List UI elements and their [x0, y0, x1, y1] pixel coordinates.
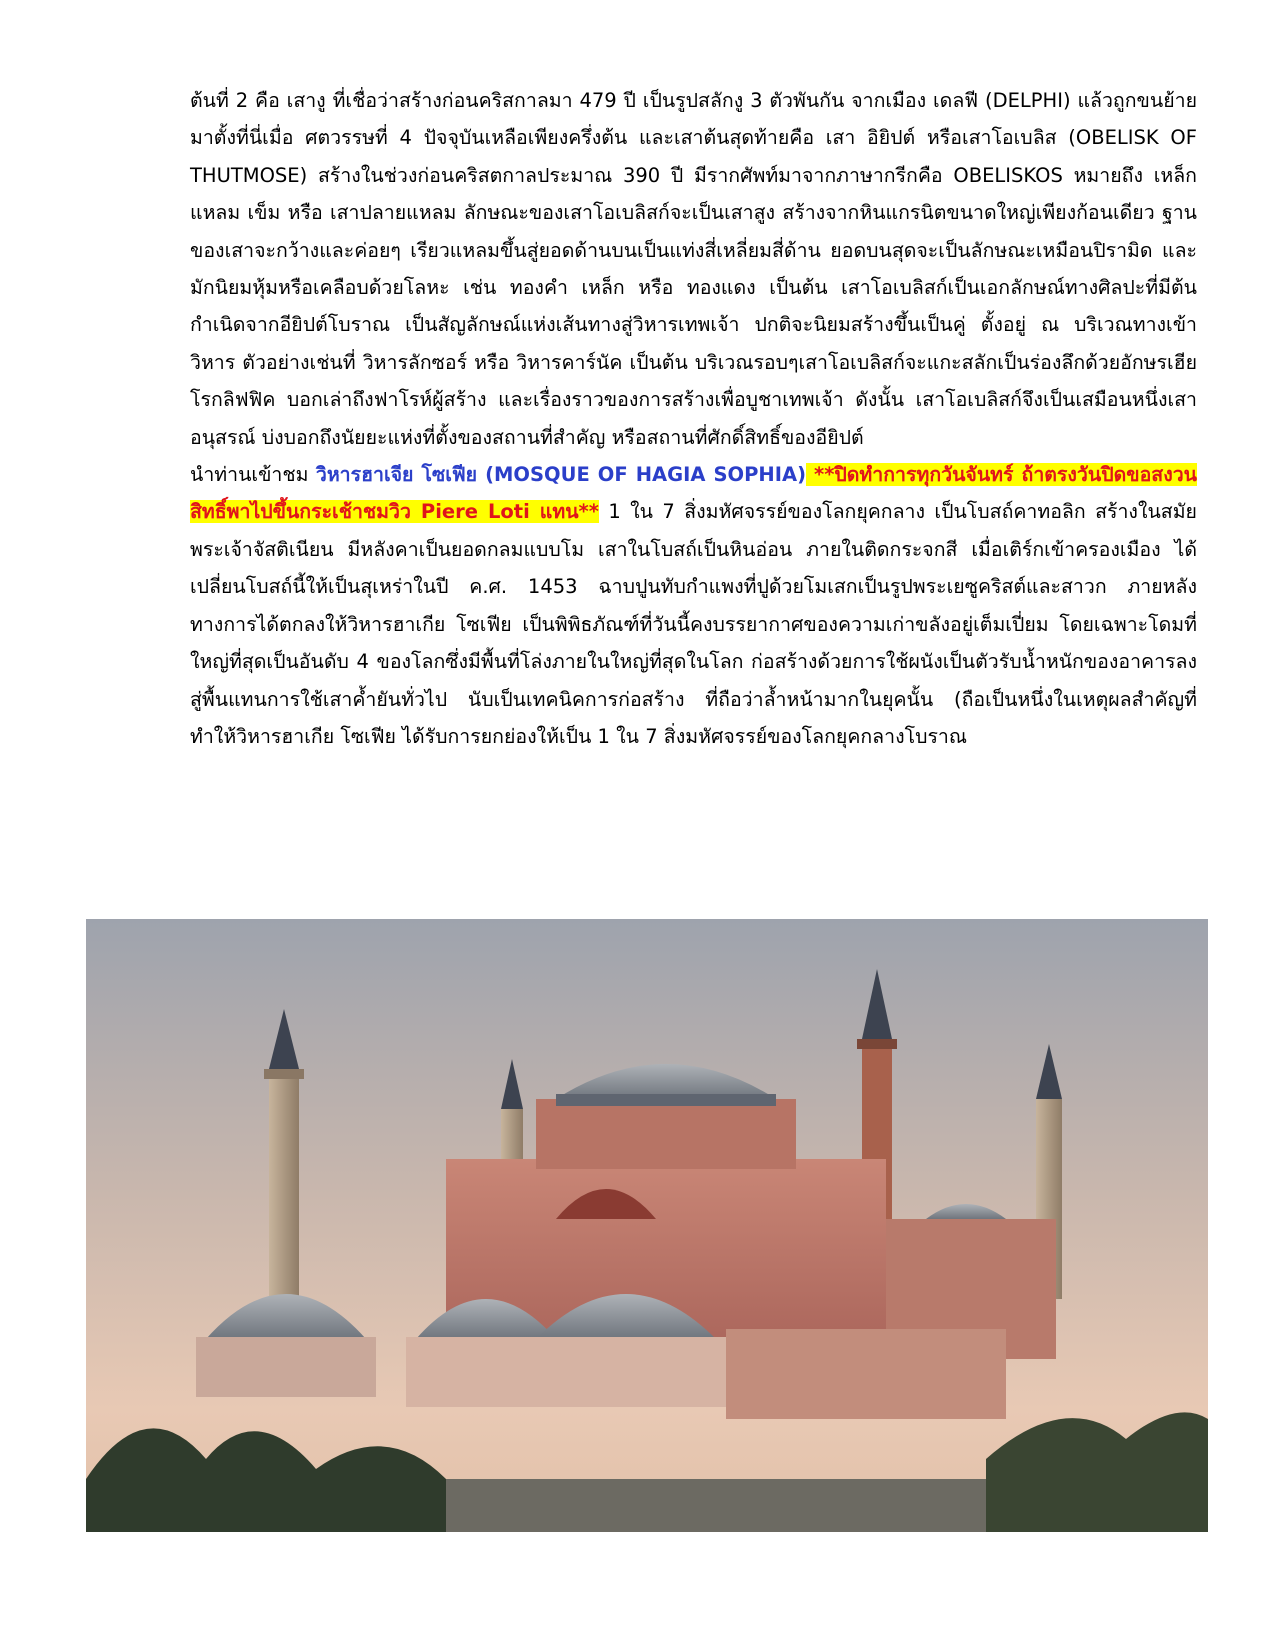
closure-notice: **ปิดทำการทุกวันจันทร์ ถ้าตรงวันปิดขอสงวนสิทธิ์พาไปขึ้นกระเช้าชมวิว Piere Loti แทน**: [190, 463, 1197, 524]
obelisk-paragraph: ต้นที่ 2 คือ เสางู ที่เชื่อว่าสร้างก่อนคริสกาลมา 479 ปี เป็นรูปสลักงู 3 ตัวพันกัน จากเมือง เดลฟี (DELPHI) แล้วถูกขนย้ายมาตั้งที่นี่เมื่อ ศตวรรษที่ 4 ปัจจุบันเหลือเพียงครึ่งต้น และเสาต้นสุดท้ายคือ เสา อิยิปต์ หรือเสาโอเบลิส (OBELISK OF THUTMOSE) สร้างในช่วงก่อนคริสตกาลประมาณ 390 ปี มีรากศัพท์มาจากภาษากรีกคือ OBELISKOS หมายถึง เหล็กแหลม เข็ม หรือ เสาปลายแหลม ลักษณะของเสาโอเบลิสก์จะเป็นเสาสูง สร้างจากหินแกรนิตขนาดใหญ่เพียงก้อนเดียว ฐานของเสาจะกว้างและค่อยๆ เรียวแหลมขึ้นสู่ยอดด้านบนเป็นแท่งสี่เหลี่ยมสี่ด้าน ยอดบนสุดจะเป็นลักษณะเหมือนปิรามิด และมักนิยมหุ้มหรือเคลือบด้วยโลหะ เช่น ทองคำ เหล็ก หรือ ทองแดง เป็นต้น เสาโอเบลิสก์เป็นเอกลักษณ์ทางศิลปะที่มีต้นกำเนิดจากอียิปต์โบราณ เป็นสัญลักษณ์แห่งเส้นทางสู่วิหารเทพเจ้า ปกติจะนิยมสร้างขึ้นเป็นคู่ ตั้งอยู่ ณ บริเวณทางเข้าวิหาร ตัวอย่างเช่นที่ วิหารลักซอร์ หรือ วิหารคาร์นัค เป็นต้น บริเวณรอบๆเสาโอเบลิสก์จะแกะสลักเป็นร่องลึกด้วยอักษรเฮียโรกลิฟฟิค บอกเล่าถึงฟาโรห์ผู้สร้าง และเรื่องราวของการสร้างเพื่อบูชาเทพเจ้า ดังนั้น เสาโอเบลิสก์จึงเป็นเสมือนหนึ่งเสาอนุสรณ์ บ่งบอกถึงนัยยะแห่งที่ตั้งของสถานที่สำคัญ หรือสถานที่ศักดิ์สิทธิ์ของอียิปต์: [190, 89, 1197, 449]
hagia-sophia-photo: [86, 919, 1208, 1532]
hagia-sophia-description: 1 ใน 7 สิ่งมหัศจรรย์ของโลกยุคกลาง เป็นโบสถ์คาทอลิก สร้างในสมัยพระเจ้าจัสติเนียน มีหลังคาเป็นยอดกลมแบบโม เสาในโบสถ์เป็นหินอ่อน ภายในติดกระจกสี เมื่อเติร์กเข้าครองเมือง ได้เปลี่ยนโบสถ์นี้ให้เป็นสุเหร่าในปี ค.ศ. 1453 ฉาบปูนทับกำแพงที่ปูด้วยโมเสกเป็นรูปพระเยซูคริสต์และสาวก ภายหลังทางการได้ตกลงให้วิหารฮาเกีย โซเฟีย เป็นพิพิธภัณฑ์ที่วันนี้คงบรรยากาศของความเก่าขลังอยู่เต็มเปี่ยม โดยเฉพาะโดมที่ใหญ่ที่สุดเป็นอันดับ 4 ของโลกซึ่งมีพื้นที่โล่งภายในใหญ่ที่สุดในโลก ก่อสร้างด้วยการใช้ผนังเป็นตัวรับน้ำหนักของอาคารลงสู่พื้นแทนการใช้เสาค้ำยันทั่วไป นับเป็นเทคนิคการก่อสร้าง ที่ถือว่าล้ำหน้ามากในยุคนั้น (ถือเป็นหนึ่งในเหตุผลสำคัญที่ทำให้วิหารฮาเกีย โซเฟีย ได้รับการยกย่องให้เป็น 1 ใน 7 สิ่งมหัศจรรย์ของโลกยุคกลางโบราณ: [190, 500, 1197, 748]
hagia-sophia-link[interactable]: วิหารฮาเจีย โซเฟีย (MOSQUE OF HAGIA SOPHIA): [315, 463, 806, 487]
visit-lead-text: นำท่านเข้าชม: [190, 463, 316, 487]
document-body: [190, 82, 1197, 755]
hagia-sophia-paragraph: [190, 456, 1197, 755]
